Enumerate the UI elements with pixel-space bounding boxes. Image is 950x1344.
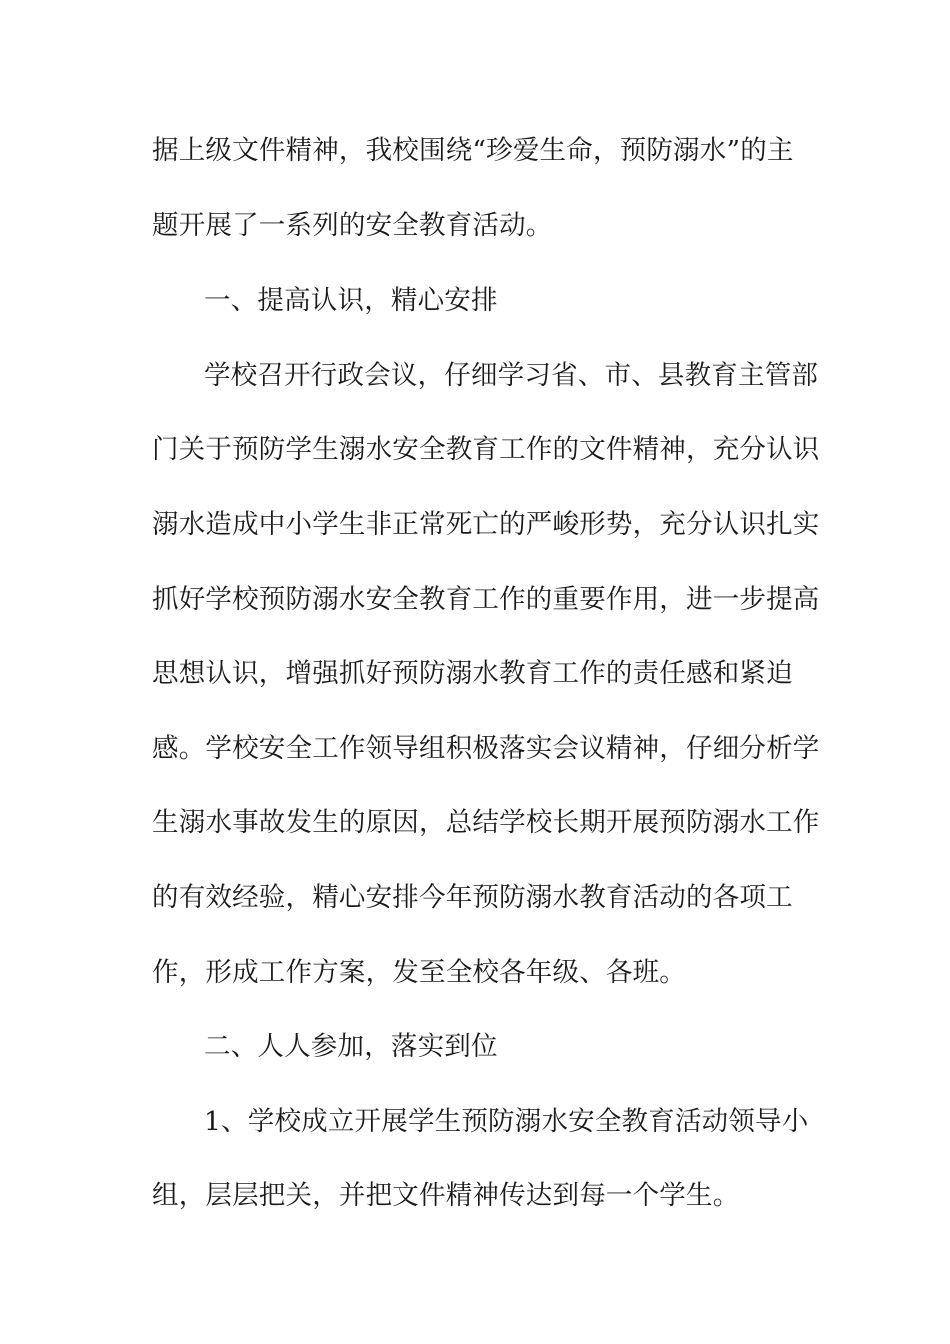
body-line: 思想认识，增强抓好预防溺水教育工作的责任感和紧迫 [152,658,793,689]
body-line: 据上级文件精神，我校围绕“珍爱生命，预防溺水”的主 [152,135,794,166]
body-line: 溺水造成中小学生非正常死亡的严峻形势，充分认识扎实 [152,509,820,540]
body-line: 门关于预防学生溺水安全教育工作的文件精神，充分认识 [152,434,820,465]
section-heading-1: 一、提高认识，精心安排 [204,285,498,316]
section-heading-2: 二、人人参加，落实到位 [204,1031,498,1062]
body-line: 题开展了一系列的安全教育活动。 [152,210,553,241]
body-line: 学校召开行政会议，仔细学习省、市、县教育主管部 [204,360,819,391]
body-line: 组，层层把关，并把文件精神传达到每一个学生。 [152,1180,740,1211]
body-line: 生溺水事故发生的原因，总结学校长期开展预防溺水工作 [152,807,820,838]
body-line: 感。学校安全工作领导组积极落实会议精神，仔细分析学 [152,733,820,764]
body-line: 作，形成工作方案，发至全校各年级、各班。 [152,957,686,988]
body-line: 的有效经验，精心安排今年预防溺水教育活动的各项工 [152,882,793,913]
body-line: 1、学校成立开展学生预防溺水安全教育活动领导小 [204,1106,809,1137]
body-line: 抓好学校预防溺水安全教育工作的重要作用，进一步提高 [152,584,820,615]
